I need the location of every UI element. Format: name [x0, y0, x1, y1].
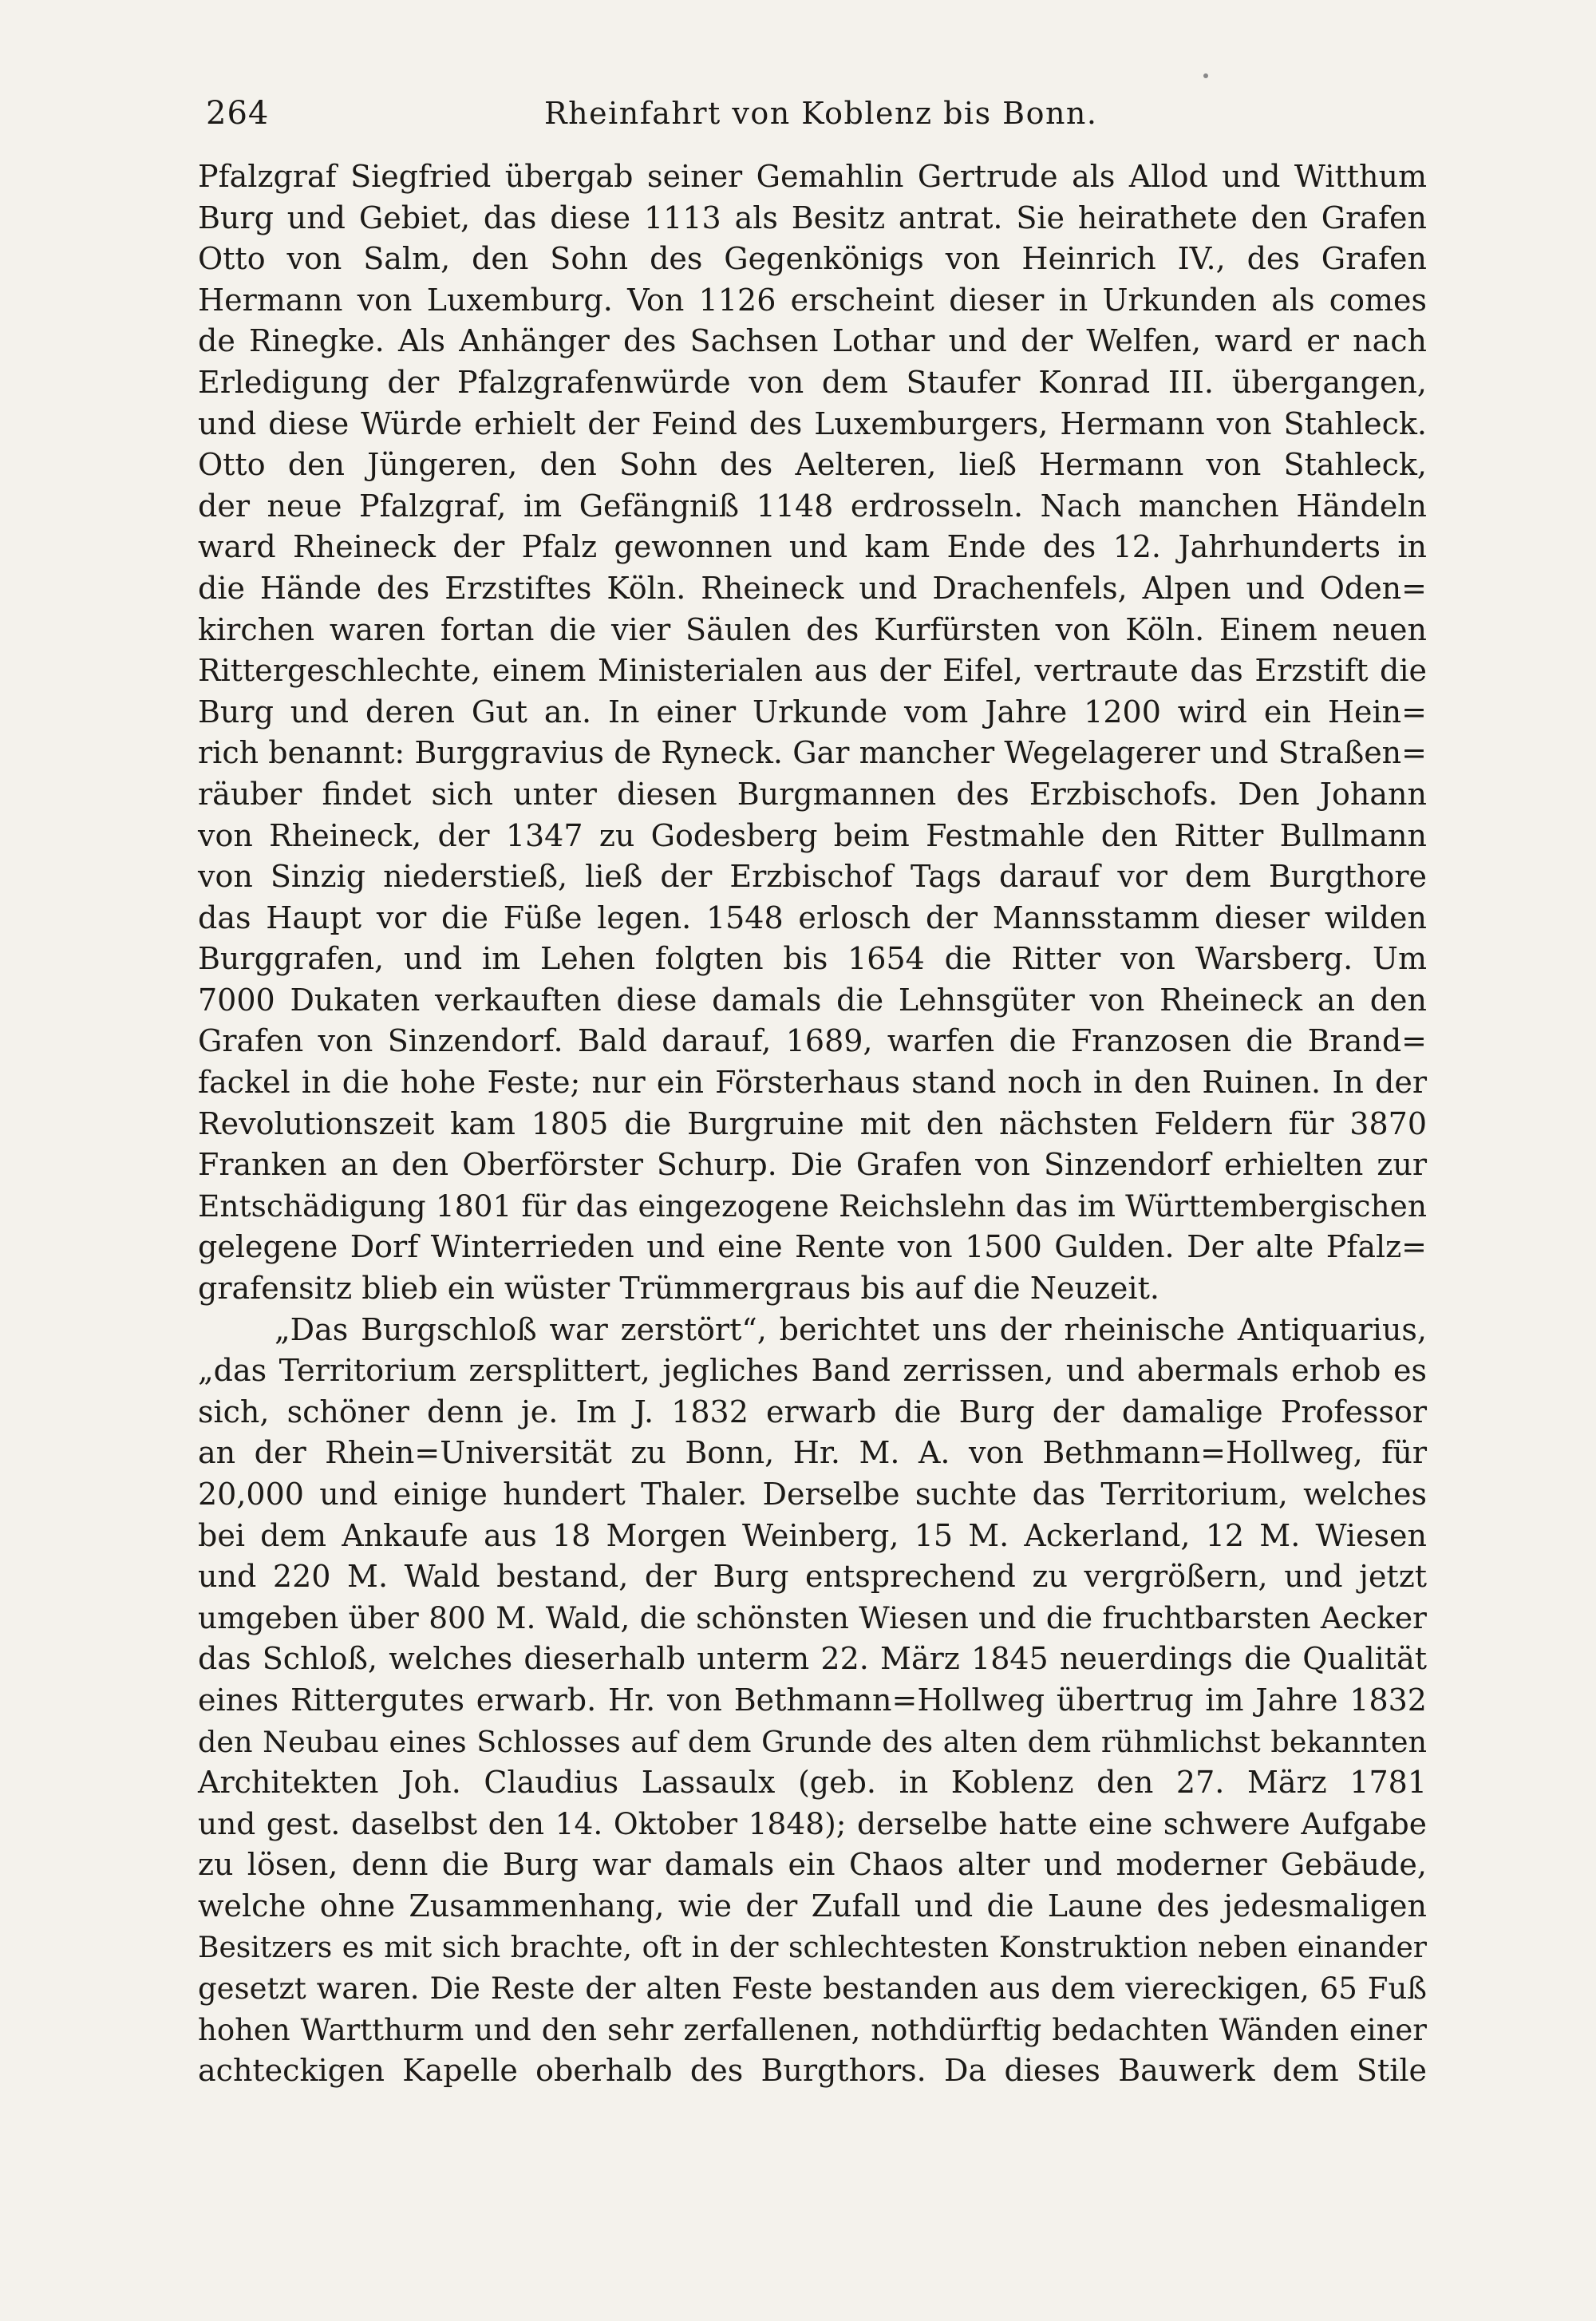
text-line: zu lösen, denn die Burg war damals ein Chaos alter und moderner Gebäude,: [198, 1847, 1427, 1883]
text-line: eines Rittergutes erwarb. Hr. von Bethmann=Hollweg übertrug im Jahre 1832: [198, 1682, 1427, 1718]
text-line: Erledigung der Pfalzgrafenwürde von dem Staufer Konrad III. übergangen,: [198, 364, 1427, 400]
page-header: [201, 89, 1430, 137]
text-line: rich benannt: Burggravius de Ryneck. Gar mancher Wegelagerer und Straßen=: [198, 735, 1427, 771]
text-line: ward Rheineck der Pfalz gewonnen und kam Ende des 12. Jahrhunderts in: [198, 529, 1427, 565]
text-line: Burg und Gebiet, das diese 1113 als Besitz antrat. Sie heirathete den Grafen: [198, 200, 1427, 235]
text-line: Grafen von Sinzendorf. Bald darauf, 1689, warfen die Franzosen die Brand=: [198, 1023, 1427, 1059]
text-line: de Rinegke. Als Anhänger des Sachsen Lothar und der Welfen, ward er nach: [198, 323, 1427, 359]
text-line: hohen Wartthurm und den sehr zerfallenen, nothdürftig bedachten Wänden einer: [198, 2012, 1427, 2047]
text-line: bei dem Ankaufe aus 18 Morgen Weinberg, 15 M. Ackerland, 12 M. Wiesen: [198, 1517, 1427, 1553]
text-line: räuber findet sich unter diesen Burgmannen des Erzbischofs. Den Johann: [198, 776, 1427, 812]
text-line: sich, schöner denn je. Im J. 1832 erwarb die Burg der damalige Professor: [198, 1394, 1427, 1429]
text-line: Burg und deren Gut an. In einer Urkunde vom Jahre 1200 wird ein Hein=: [198, 694, 1427, 730]
text-line: fackel in die hohe Feste; nur ein Försterhaus stand noch in den Ruinen. In der: [198, 1065, 1427, 1101]
text-line: „Das Burgschloß war zerstört“, berichtet uns der rheinische Antiquarius,: [275, 1311, 1427, 1347]
text-line: an der Rhein=Universität zu Bonn, Hr. M. A. von Bethmann=Hollweg, für: [198, 1435, 1427, 1471]
paragraph-2: [198, 1310, 1427, 2092]
text-line: welche ohne Zusammenhang, wie der Zufall und die Laune des jedesmaligen: [198, 1888, 1427, 1924]
text-line: das Haupt vor die Füße legen. 1548 erlosch der Mannsstamm dieser wilden: [198, 900, 1427, 935]
text-line: achteckigen Kapelle oberhalb des Burgthors. Da dieses Bauwerk dem Stile: [198, 2053, 1427, 2089]
text-line: 7000 Dukaten verkauften diese damals die Lehnsgüter von Rheineck an den: [198, 982, 1427, 1018]
text-line: Besitzers es mit sich brachte, oft in der schlechtesten Konstruktion neben einander: [198, 1931, 1427, 1964]
text-line: Burggrafen, und im Lehen folgten bis 1654 die Ritter von Warsberg. Um: [198, 941, 1427, 977]
text-line: von Rheineck, der 1347 zu Godesberg beim Festmahle den Ritter Bullmann: [198, 817, 1427, 853]
text-line: der neue Pfalzgraf, im Gefängniß 1148 erdrosseln. Nach manchen Händeln: [198, 488, 1427, 524]
text-line: von Sinzig niederstieß, ließ der Erzbischof Tags darauf vor dem Burgthore: [198, 859, 1427, 895]
text-line: Revolutionszeit kam 1805 die Burgruine mit den nächsten Feldern für 3870: [198, 1105, 1427, 1141]
text-line: die Hände des Erzstiftes Köln. Rheineck und Drachenfels, Alpen und Oden=: [198, 570, 1427, 606]
text-line: „das Territorium zersplittert, jegliches Band zerrissen, und abermals erhob es: [198, 1353, 1427, 1389]
text-line: und gest. daselbst den 14. Oktober 1848); derselbe hatte eine schwere Aufgabe: [198, 1805, 1427, 1841]
text-line: gelegene Dorf Winterrieden und eine Rente von 1500 Gulden. Der alte Pfalz=: [198, 1229, 1427, 1265]
text-line: Pfalzgraf Siegfried übergab seiner Gemahlin Gertrude als Allod und Witthum: [198, 159, 1427, 194]
text-line: und 220 M. Wald bestand, der Burg entsprechend zu vergrößern, und jetzt: [198, 1559, 1427, 1595]
text-line: Otto den Jüngeren, den Sohn des Aelteren, ließ Hermann von Stahleck,: [198, 447, 1427, 483]
body-text: [198, 156, 1427, 2092]
text-line: Hermann von Luxemburg. Von 1126 erscheint dieser in Urkunden als comes: [198, 282, 1427, 318]
text-line: gesetzt waren. Die Reste der alten Feste bestanden aus dem viereckigen, 65 Fuß: [198, 1971, 1427, 2007]
text-line: umgeben über 800 M. Wald, die schönsten Wiesen und die fruchtbarsten Aecker: [198, 1599, 1427, 1635]
text-line: grafensitz blieb ein wüster Trümmergraus bis auf die Neuzeit.: [198, 1271, 1159, 1307]
print-speck: [1203, 73, 1208, 78]
running-head: Rheinfahrt von Koblenz bis Bonn.: [544, 96, 1098, 131]
text-line: und diese Würde erhielt der Feind des Luxemburgers, Hermann von Stahleck.: [198, 405, 1427, 441]
text-line: Franken an den Oberförster Schurp. Die Grafen von Sinzendorf erhielten zur: [198, 1147, 1427, 1183]
text-line: das Schloß, welches dieserhalb unterm 22. März 1845 neuerdings die Qualität: [198, 1641, 1427, 1677]
text-line: Rittergeschlechte, einem Ministerialen aus der Eifel, vertraute das Erzstift die: [198, 653, 1427, 689]
text-line: Entschädigung 1801 für das eingezogene Reichslehn das im Württembergischen: [198, 1188, 1427, 1224]
text-line: den Neubau eines Schlosses auf dem Grunde des alten dem rühmlichst bekannten: [198, 1724, 1427, 1759]
page-number: 264: [206, 95, 270, 132]
paragraph-1: [198, 156, 1427, 1310]
text-line: kirchen waren fortan die vier Säulen des Kurfürsten von Köln. Einem neuen: [198, 611, 1427, 647]
text-line: Architekten Joh. Claudius Lassaulx (geb. in Koblenz den 27. März 1781: [198, 1765, 1427, 1801]
text-line: 20,000 und einige hundert Thaler. Derselbe suchte das Territorium, welches: [198, 1477, 1427, 1512]
text-line: Otto von Salm, den Sohn des Gegenkönigs von Heinrich IV., des Grafen: [198, 241, 1427, 277]
